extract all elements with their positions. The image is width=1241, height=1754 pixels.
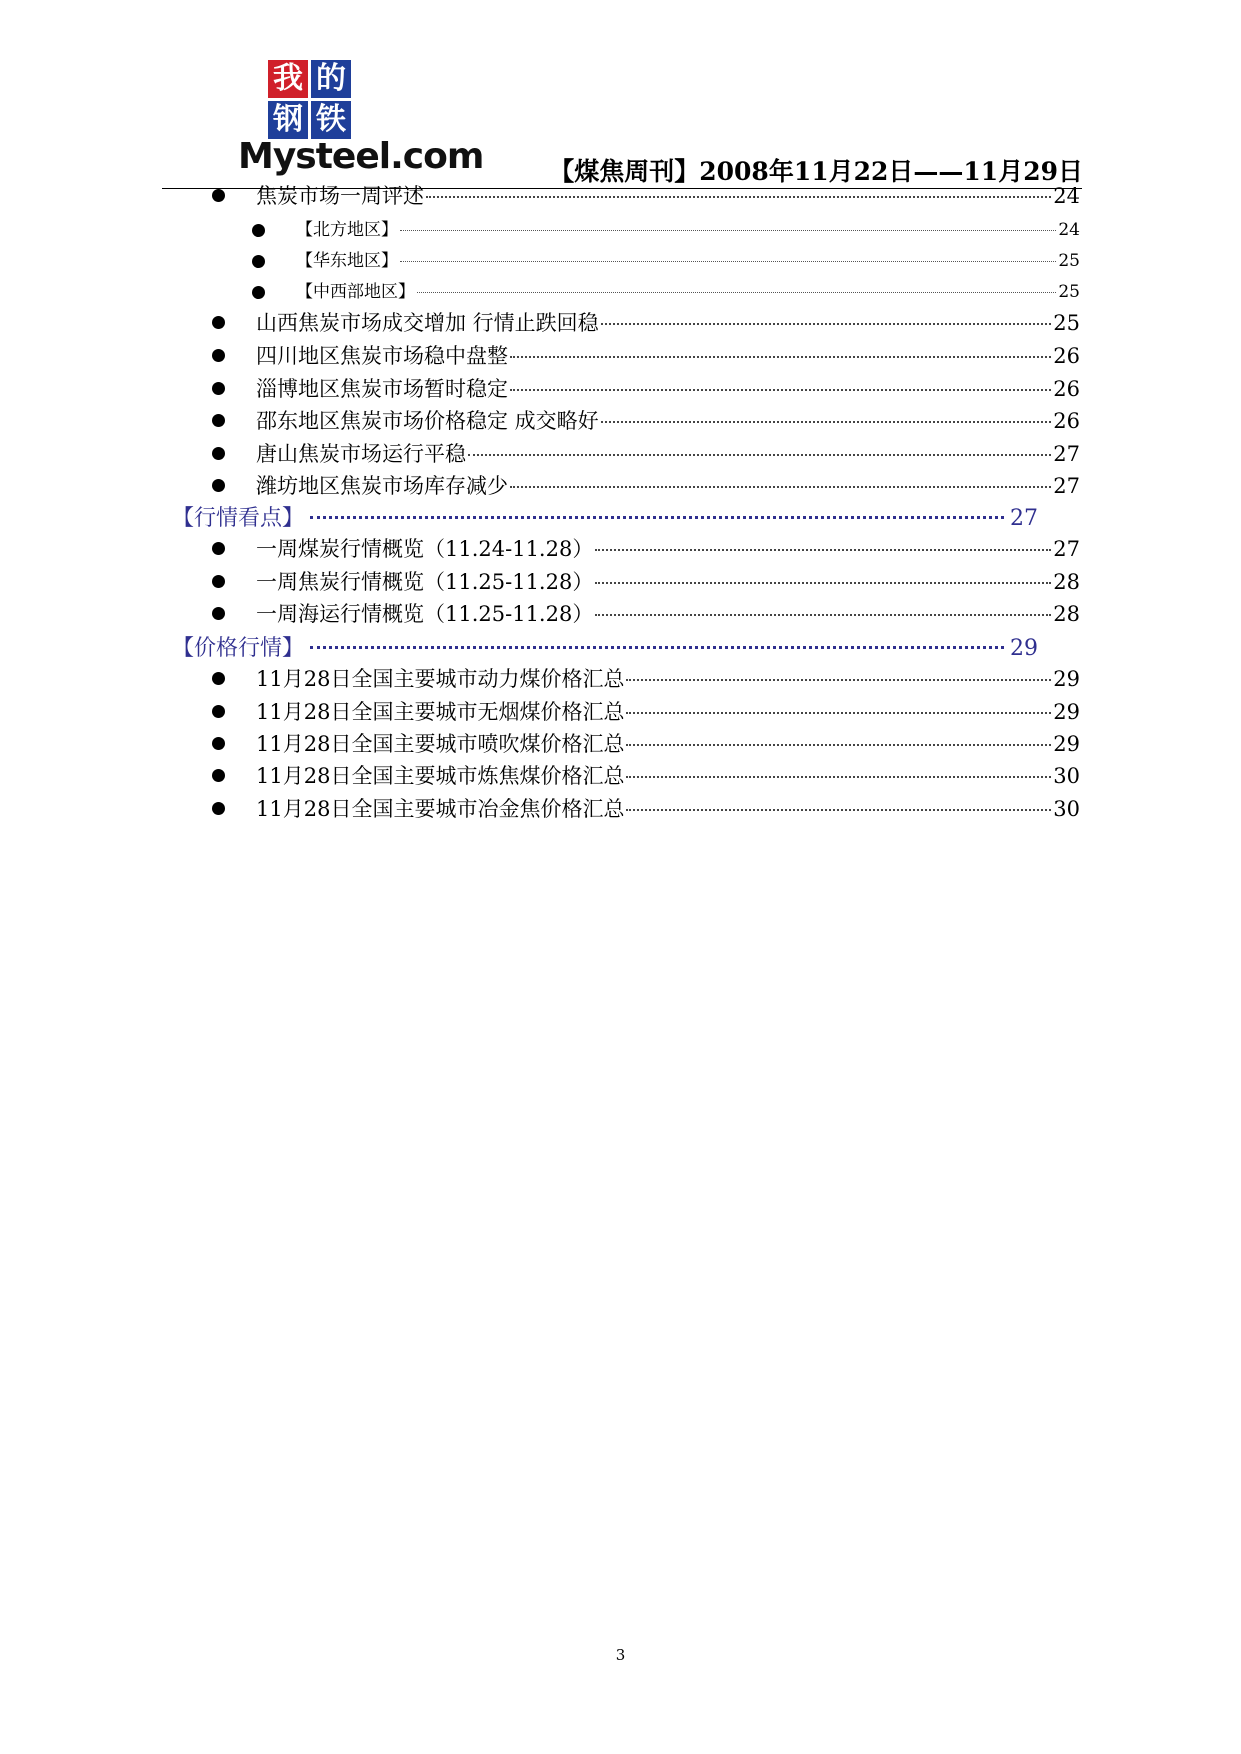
dot-leader <box>426 196 1051 198</box>
logo-char: 钢 <box>268 101 308 139</box>
bullet-icon <box>212 672 225 685</box>
bullet-icon <box>212 607 225 620</box>
toc-page-number: 25 <box>1058 282 1080 302</box>
toc-label: 11月28日全国主要城市无烟煤价格汇总 <box>256 700 625 724</box>
toc-entry[interactable] <box>256 728 1080 758</box>
toc-entry[interactable] <box>256 793 1080 823</box>
dot-leader <box>595 582 1051 584</box>
dot-leader <box>595 614 1051 616</box>
toc-page-number: 29 <box>1053 700 1080 724</box>
toc-page-number: 26 <box>1053 377 1080 401</box>
dot-leader <box>417 292 1056 293</box>
toc-page-number: 26 <box>1053 409 1080 433</box>
toc-label: 【行情看点】 <box>172 506 305 531</box>
toc-label: 一周煤炭行情概览（11.24-11.28） <box>256 537 594 561</box>
page-header <box>0 0 1241 190</box>
toc-page-number: 28 <box>1053 570 1080 594</box>
bullet-icon <box>212 542 225 555</box>
dot-leader <box>601 421 1052 423</box>
toc-page-number: 24 <box>1053 184 1080 208</box>
toc-label: 11月28日全国主要城市喷吹煤价格汇总 <box>256 732 625 756</box>
toc-entry[interactable] <box>256 405 1080 435</box>
toc-label: 山西焦炭市场成交增加 行情止跌回稳 <box>256 311 599 335</box>
dot-leader <box>626 776 1051 778</box>
toc-page-number: 26 <box>1053 344 1080 368</box>
toc-entry[interactable] <box>256 307 1080 337</box>
dot-leader <box>310 646 1004 649</box>
toc-section-heading[interactable] <box>172 501 1038 532</box>
toc-label: 【价格行情】 <box>172 636 305 661</box>
logo-char: 的 <box>311 60 351 98</box>
toc-entry[interactable] <box>256 696 1080 726</box>
toc-entry[interactable] <box>296 277 1080 302</box>
toc-entry[interactable] <box>256 373 1080 403</box>
toc-label: 邵东地区焦炭市场价格稳定 成交略好 <box>256 409 599 433</box>
toc-entry[interactable] <box>256 760 1080 790</box>
toc-label: 四川地区焦炭市场稳中盘整 <box>256 344 508 368</box>
toc-entry[interactable] <box>256 180 1080 210</box>
toc-label: 11月28日全国主要城市动力煤价格汇总 <box>256 667 625 691</box>
toc-label: 一周焦炭行情概览（11.25-11.28） <box>256 570 594 594</box>
bullet-icon <box>212 479 225 492</box>
toc-label: 【中西部地区】 <box>296 282 415 302</box>
toc-label: 11月28日全国主要城市冶金焦价格汇总 <box>256 797 625 821</box>
toc-page-number: 25 <box>1058 251 1080 271</box>
dot-leader <box>400 261 1056 262</box>
toc-label: 潍坊地区焦炭市场库存减少 <box>256 474 508 498</box>
toc-label: 唐山焦炭市场运行平稳 <box>256 442 466 466</box>
toc-page-number: 28 <box>1053 602 1080 626</box>
toc-page-number: 27 <box>1010 506 1038 531</box>
bullet-icon <box>212 189 225 202</box>
bullet-icon <box>212 316 225 329</box>
toc-label: 【华东地区】 <box>296 251 398 271</box>
toc-entry[interactable] <box>256 663 1080 693</box>
logo-char: 我 <box>268 60 308 98</box>
dot-leader <box>626 712 1051 714</box>
bullet-icon <box>212 575 225 588</box>
bullet-icon <box>212 769 225 782</box>
toc-section-heading[interactable] <box>172 631 1038 662</box>
bullet-icon <box>252 286 265 299</box>
toc-entry[interactable] <box>256 470 1080 500</box>
toc-entry[interactable] <box>256 566 1080 596</box>
logo-wordmark: Mysteel.com <box>238 136 484 177</box>
bullet-icon <box>212 737 225 750</box>
toc-page-number: 27 <box>1053 537 1080 561</box>
toc-page-number: 29 <box>1053 732 1080 756</box>
dot-leader <box>510 356 1051 358</box>
logo-char: 铁 <box>311 101 351 139</box>
toc-page-number: 29 <box>1053 667 1080 691</box>
toc-label: 一周海运行情概览（11.25-11.28） <box>256 602 594 626</box>
toc-entry[interactable] <box>256 340 1080 370</box>
mysteel-logo <box>238 60 484 177</box>
bullet-icon <box>212 705 225 718</box>
dot-leader <box>400 230 1056 231</box>
dot-leader <box>626 679 1051 681</box>
toc-page-number: 30 <box>1053 764 1080 788</box>
toc-page-number: 25 <box>1053 311 1080 335</box>
bullet-icon <box>252 224 265 237</box>
bullet-icon <box>212 802 225 815</box>
dot-leader <box>626 809 1051 811</box>
header-title: 【煤焦周刊】2008年11月22日——11月29日 <box>549 157 1083 186</box>
logo-characters <box>268 60 354 140</box>
toc-entry[interactable] <box>256 438 1080 468</box>
toc-entry[interactable] <box>256 598 1080 628</box>
dot-leader <box>626 744 1051 746</box>
bullet-icon <box>252 255 265 268</box>
bullet-icon <box>212 349 225 362</box>
dot-leader <box>310 516 1004 519</box>
toc-label: 11月28日全国主要城市炼焦煤价格汇总 <box>256 764 625 788</box>
bullet-icon <box>212 382 225 395</box>
toc-entry[interactable] <box>296 246 1080 271</box>
bullet-icon <box>212 414 225 427</box>
toc-page-number: 27 <box>1053 474 1080 498</box>
toc-label: 【北方地区】 <box>296 220 398 240</box>
toc-page-number: 30 <box>1053 797 1080 821</box>
dot-leader <box>510 389 1051 391</box>
dot-leader <box>510 486 1051 488</box>
bullet-icon <box>212 447 225 460</box>
toc-label: 淄博地区焦炭市场暂时稳定 <box>256 377 508 401</box>
toc-entry[interactable] <box>256 533 1080 563</box>
toc-page-number: 24 <box>1058 220 1080 240</box>
toc-entry[interactable] <box>296 215 1080 240</box>
toc-label: 焦炭市场一周评述 <box>256 184 424 208</box>
page-number: 3 <box>615 1646 626 1664</box>
dot-leader <box>468 454 1051 456</box>
dot-leader <box>595 549 1051 551</box>
dot-leader <box>601 323 1052 325</box>
toc-page-number: 29 <box>1010 636 1038 661</box>
toc-page-number: 27 <box>1053 442 1080 466</box>
